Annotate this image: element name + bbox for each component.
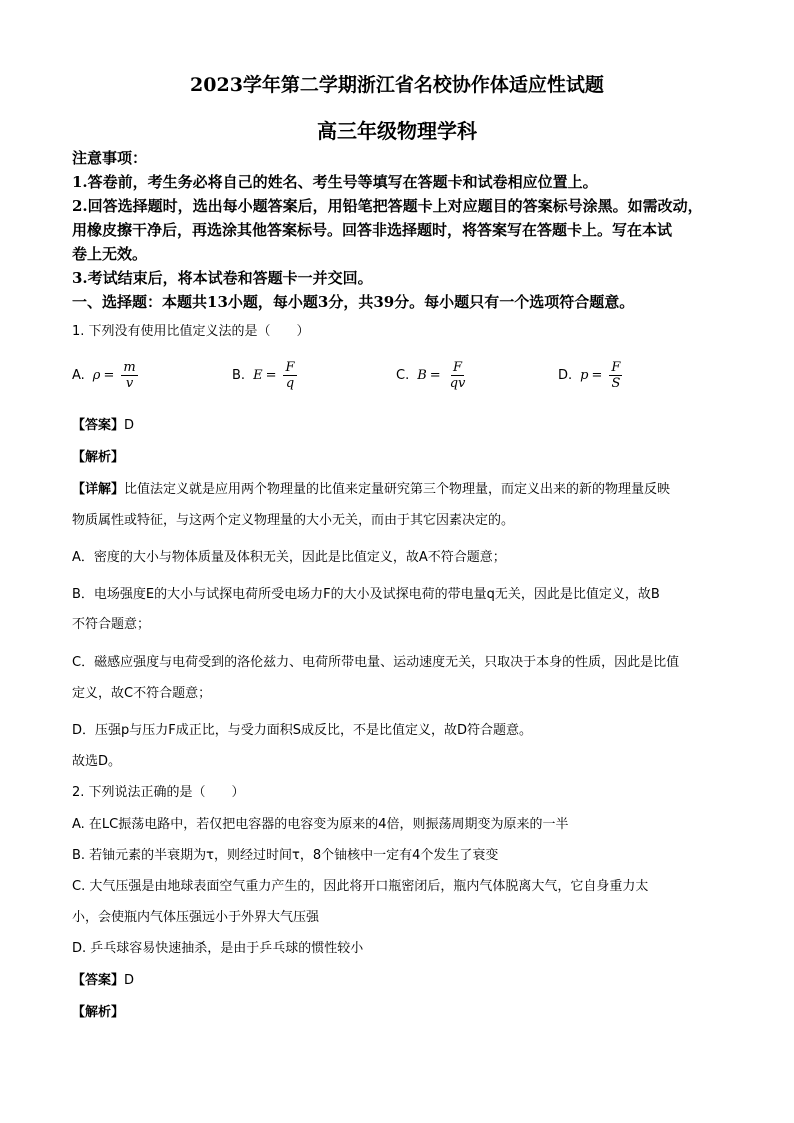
formula-lhs: ρ (92, 368, 101, 383)
option-label: A. (72, 368, 85, 383)
fraction-denominator: q (285, 376, 295, 391)
fraction-numerator: F (611, 360, 621, 375)
q1-option-a: A. ρ = $\frac{m}{v}$ (72, 360, 136, 391)
q1-option-c: C. B = $\frac{F}{qv}$ (396, 360, 466, 391)
q2-option-c: C. 大气压强是由地球表面空气重力产生的，因此将开口瓶密闭后，瓶内气体脱离大气，它自身重力太 (72, 879, 649, 894)
q2-analysis-tag (72, 1003, 722, 1023)
formula-fraction (448, 360, 468, 391)
answer-value: D (124, 418, 135, 433)
q2-answer (72, 971, 722, 991)
option-label: B. (232, 368, 246, 383)
fraction-numerator: F (453, 360, 463, 375)
fraction-numerator: m (123, 360, 136, 375)
q1-answer (72, 416, 722, 436)
q1-detail-line (72, 480, 722, 500)
formula-fraction (283, 360, 296, 391)
question-1-stem: 1. 下列没有使用比值定义法的是（ ） (72, 324, 310, 339)
notice-item: 用橡皮擦干净后，再选涂其他答案标号。回答非选择题时，将答案写在答题卡上。写在本试 (72, 221, 673, 239)
notice-item: 3.考试结束后，将本试卷和答题卡一并交回。 (72, 269, 373, 287)
option-label: D. (558, 368, 573, 383)
page-subtitle: 高三年级物理学科 (317, 119, 477, 143)
fraction-numerator: F (285, 360, 295, 375)
page-title: 2023学年第二学期浙江省名校协作体适应性试题 (190, 74, 604, 96)
notice-heading: 注意事项： (72, 149, 148, 167)
q1-detail-line: B．电场强度E的大小与试探电荷所受电场力F的大小及试探电荷的带电量q无关，因此是比值定义，故B (72, 587, 660, 602)
q1-option-d: D. p = $\frac{F}{S}$ (558, 360, 621, 391)
answer-tag: 【答案】 (72, 418, 125, 433)
formula-fraction (121, 360, 137, 391)
q2-option-a: A. 在LC振荡电路中，若仅把电容器的电容变为原来的4倍，则振荡周期变为原来的一半 (72, 817, 569, 832)
analysis-tag: 【解析】 (72, 1005, 125, 1020)
answer-tag: 【答案】 (72, 973, 125, 988)
q1-detail-line: 故选D。 (72, 754, 122, 769)
q1-detail-line: 定义，故C不符合题意； (72, 686, 212, 701)
q1-detail-line: D．压强p与压力F成正比，与受力面积S成反比，不是比值定义，故D符合题意。 (72, 723, 533, 738)
detail-tag: 【详解】 (72, 482, 125, 497)
detail-text: 比值法定义就是应用两个物理量的比值来定量研究第三个物理量，而定义出来的新的物理量反映 (124, 482, 671, 497)
formula-lhs: E (253, 368, 263, 383)
notice-item: 1.答卷前，考生务必将自己的姓名、考生号等填写在答题卡和试卷相应位置上。 (72, 173, 598, 191)
formula-fraction (609, 360, 622, 391)
section-heading: 一、选择题：本题共13小题，每小题3分，共39分。每小题只有一个选项符合题意。 (72, 293, 635, 311)
option-label: C. (396, 368, 410, 383)
question-2-stem: 2. 下列说法正确的是（ ） (72, 785, 245, 800)
q1-detail-line: C．磁感应强度与电荷受到的洛伦兹力、电荷所带电量、运动速度无关，只取决于本身的性质，因此是比值 (72, 655, 680, 670)
fraction-denominator: v (125, 376, 134, 391)
notice-item: 2.回答选择题时，选出每小题答案后，用铅笔把答题卡上对应题目的答案标号涂黑。如需改动， (72, 197, 703, 215)
q1-detail-line: A．密度的大小与物体质量及体积无关，因此是比值定义，故A不符合题意； (72, 550, 506, 565)
formula-lhs: p (580, 368, 589, 383)
q1-analysis-tag (72, 448, 722, 468)
formula-lhs: B (417, 368, 427, 383)
q2-option-b: B. 若铀元素的半衰期为τ，则经过时间τ，8个铀核中一定有4个发生了衰变 (72, 848, 499, 863)
q2-option-c-cont: 小，会使瓶内气体压强远小于外界大气压强 (72, 910, 320, 925)
q1-detail-line: 不符合题意； (72, 617, 151, 632)
q1-option-b: B. E = $\frac{F}{q}$ (232, 360, 295, 391)
notice-item: 卷上无效。 (72, 245, 148, 263)
analysis-tag: 【解析】 (72, 450, 125, 465)
q2-option-d: D. 乒乓球容易快速抽杀，是由于乒乓球的惯性较小 (72, 941, 364, 956)
q1-detail-line: 物质属性或特征，与这两个定义物理量的大小无关，而由于其它因素决定的。 (72, 513, 515, 528)
fraction-denominator: S (611, 376, 621, 391)
fraction-denominator: qv (449, 376, 466, 391)
answer-value: D (124, 973, 135, 988)
